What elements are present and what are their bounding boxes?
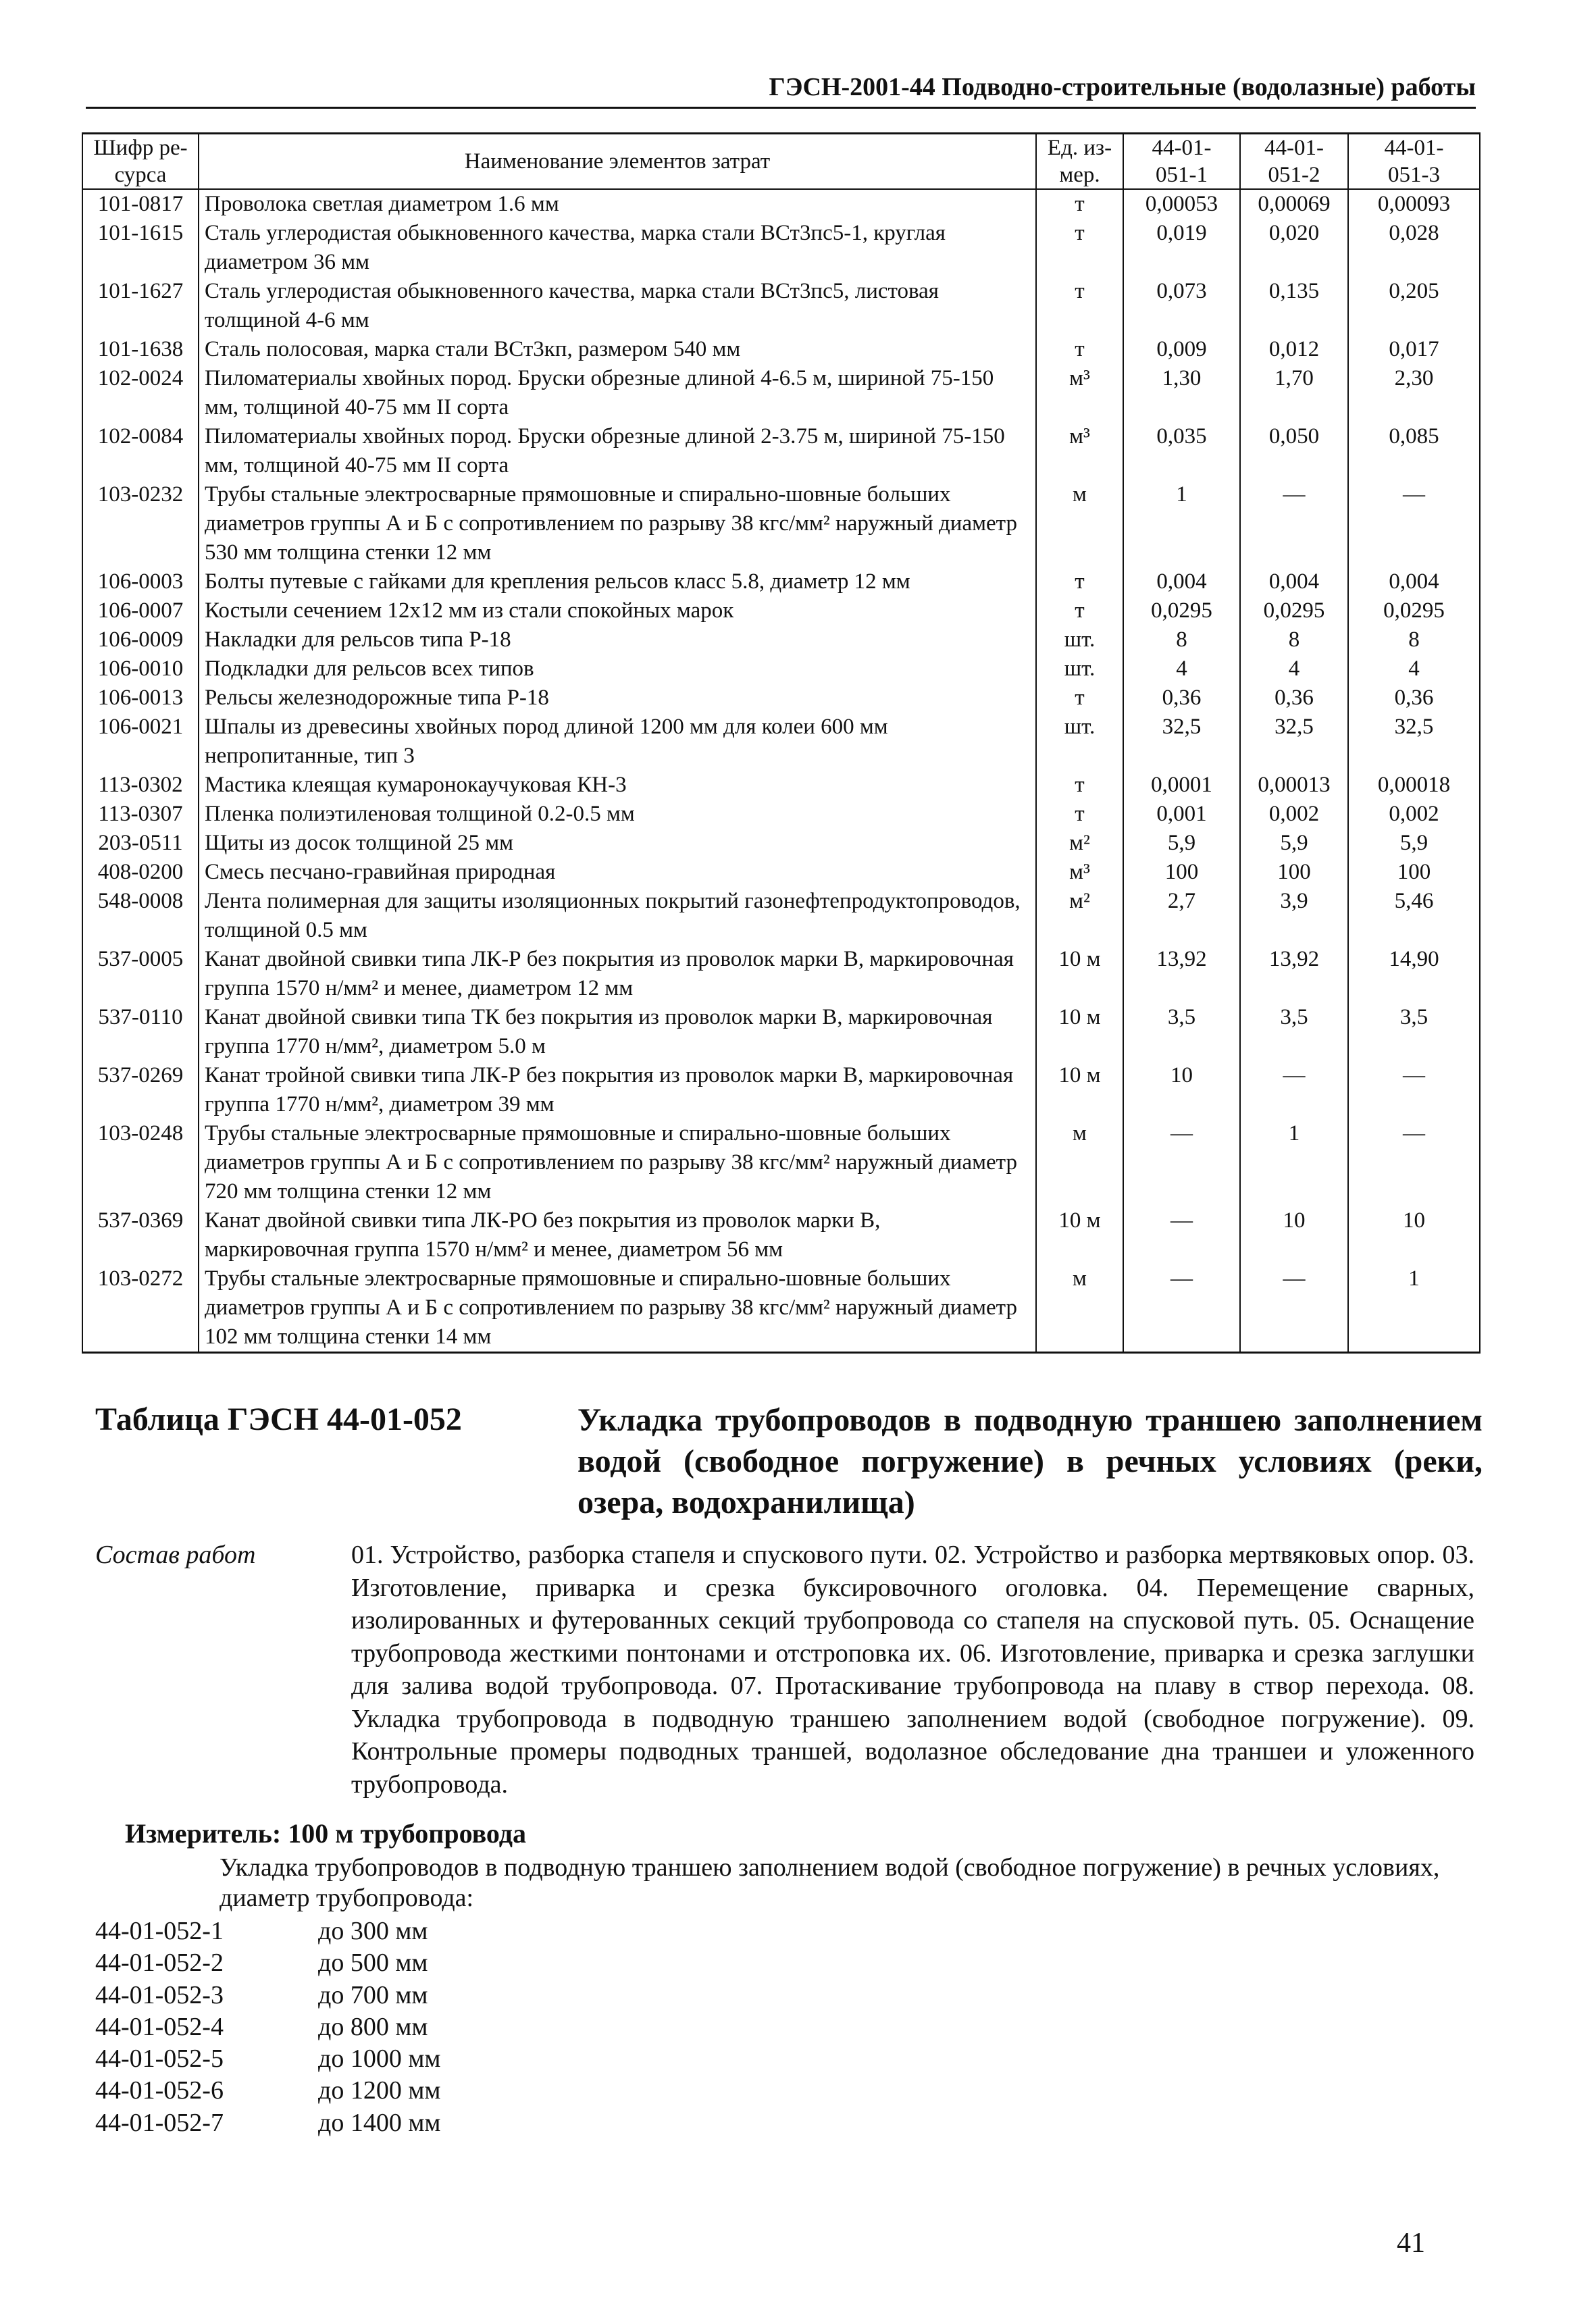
table-row: [82, 625, 1480, 654]
cell-name: Канат тройной свивки типа ЛК-Р без покрытия из проволок марки В, маркировочная группа 1770 н/мм², диаметром 39 мм: [199, 1061, 1036, 1119]
cell-051-3: 0,205: [1348, 277, 1480, 335]
cell-unit: м²: [1036, 887, 1123, 945]
cell-code: 106-0010: [82, 654, 199, 684]
cell-code: 113-0307: [82, 800, 199, 829]
norm-code: 44-01-052-6: [95, 2076, 224, 2105]
cell-name: Трубы стальные электросварные прямошовные и спирально-шовные больших диаметров группы А и Б с сопротивлением по разрыву 38 кгс/мм² наружный диаметр 720 мм толщина стенки 12 мм: [199, 1119, 1036, 1206]
cell-051-1: 0,001: [1123, 800, 1240, 829]
cell-051-1: 1,30: [1123, 364, 1240, 422]
table-row: [82, 771, 1480, 800]
cell-name: Трубы стальные электросварные прямошовные и спирально-шовные больших диаметров группы А и Б с сопротивлением по разрыву 38 кгс/мм² наружный диаметр 102 мм толщина стенки 14 мм: [199, 1264, 1036, 1353]
table-row: [82, 858, 1480, 887]
cell-code: 537-0369: [82, 1206, 199, 1264]
cell-unit: т: [1036, 189, 1123, 219]
cell-name: Шпалы из древесины хвойных пород длиной 1200 мм для колеи 600 мм непропитанные, тип 3: [199, 713, 1036, 771]
cell-unit: 10 м: [1036, 1003, 1123, 1061]
cell-name: Рельсы железнодорожные типа Р-18: [199, 684, 1036, 713]
cell-051-1: 32,5: [1123, 713, 1240, 771]
cell-051-2: 100: [1240, 858, 1348, 887]
cell-unit: м: [1036, 1119, 1123, 1206]
cell-051-2: 0,0295: [1240, 596, 1348, 625]
cell-unit: м³: [1036, 364, 1123, 422]
cell-051-2: —: [1240, 1061, 1348, 1119]
cell-051-2: 4: [1240, 654, 1348, 684]
header-title: ГЭСН-2001-44 Подводно-строительные (водолазные) работы: [769, 73, 1476, 101]
cell-051-2: 8: [1240, 625, 1348, 654]
cell-051-2: 0,00013: [1240, 771, 1348, 800]
cell-051-3: 2,30: [1348, 364, 1480, 422]
cell-051-3: 0,002: [1348, 800, 1480, 829]
measure-label: Измеритель: 100 м трубопровода: [125, 1818, 526, 1849]
cell-name: Подкладки для рельсов всех типов: [199, 654, 1036, 684]
table-row: [82, 335, 1480, 364]
cell-unit: м³: [1036, 858, 1123, 887]
cell-051-3: —: [1348, 1061, 1480, 1119]
table-row: [82, 1061, 1480, 1119]
cell-code: 106-0003: [82, 567, 199, 596]
table-row: [82, 189, 1480, 219]
cell-051-1: 0,00053: [1123, 189, 1240, 219]
cell-051-2: 0,36: [1240, 684, 1348, 713]
cell-code: 106-0021: [82, 713, 199, 771]
table-row: [82, 480, 1480, 567]
cell-code: 103-0248: [82, 1119, 199, 1206]
cell-051-3: 0,0295: [1348, 596, 1480, 625]
table-body: [82, 189, 1480, 1353]
cell-unit: м: [1036, 1264, 1123, 1353]
cell-name: Канат двойной свивки типа ТК без покрытия из проволок марки В, маркировочная группа 1770 н/мм², диаметром 5.0 м: [199, 1003, 1036, 1061]
cell-code: 101-1627: [82, 277, 199, 335]
table-row: [82, 1206, 1480, 1264]
cell-051-2: 0,00069: [1240, 189, 1348, 219]
cell-unit: шт.: [1036, 625, 1123, 654]
norm-code-description: до 1200 мм: [318, 2076, 441, 2105]
norm-code-description: до 1400 мм: [318, 2108, 441, 2137]
table-row: [82, 684, 1480, 713]
composition-text: 01. Устройство, разборка стапеля и спускового пути. 02. Устройство и разборка мертвяковых опор. 03. Изготовление, приварка и срезка буксировочного оголовка. 04. Перемещение сварных, изолированных и футерованных секций трубопровода со стапеля на спусковой путь. 05. Оснащение трубопровода жесткими понтонами и отстроповка их. 06. Изготовление, приварка и срезка заглушки для залива водой трубопровода. 07. Протаскивание трубопровода на плаву в створ перехода. 08. Укладка трубопровода в подводную траншею заполнением водой (свободное погружение). 09. Контрольные промеры подводных траншей, водолазное обследование дна траншеи и уложенного трубопровода.: [351, 1541, 1474, 1799]
cell-051-3: 0,00093: [1348, 189, 1480, 219]
table-row: [82, 1264, 1480, 1353]
norm-code: 44-01-052-2: [95, 1949, 224, 1978]
list-item: [95, 1916, 440, 1947]
cell-051-2: 3,9: [1240, 887, 1348, 945]
cell-code: 537-0269: [82, 1061, 199, 1119]
cell-unit: шт.: [1036, 654, 1123, 684]
cell-code: 102-0084: [82, 422, 199, 480]
col-header-051-3: 44-01- 051-3: [1348, 134, 1480, 190]
cell-051-1: 8: [1123, 625, 1240, 654]
cell-code: 408-0200: [82, 858, 199, 887]
cell-051-3: —: [1348, 480, 1480, 567]
cell-051-3: —: [1348, 1119, 1480, 1206]
cell-name: Проволока светлая диаметром 1.6 мм: [199, 189, 1036, 219]
list-item: [95, 1947, 440, 1979]
cell-name: Сталь углеродистая обыкновенного качества, марка стали ВСт3пс5, листовая толщиной 4-6 мм: [199, 277, 1036, 335]
cell-unit: т: [1036, 800, 1123, 829]
cell-051-2: 0,002: [1240, 800, 1348, 829]
cell-code: 203-0511: [82, 829, 199, 858]
cell-unit: т: [1036, 684, 1123, 713]
cell-051-1: 2,7: [1123, 887, 1240, 945]
cell-051-2: 1,70: [1240, 364, 1348, 422]
cell-051-2: 32,5: [1240, 713, 1348, 771]
cell-code: 106-0009: [82, 625, 199, 654]
cell-unit: шт.: [1036, 713, 1123, 771]
cell-unit: м³: [1036, 422, 1123, 480]
col-header-name: Наименование элементов затрат: [199, 134, 1036, 190]
cell-051-3: 14,90: [1348, 945, 1480, 1003]
cell-051-3: 0,028: [1348, 219, 1480, 277]
table-header-row: [82, 134, 1480, 190]
cell-051-3: 8: [1348, 625, 1480, 654]
list-item: [95, 1980, 440, 2011]
cell-name: Щиты из досок толщиной 25 мм: [199, 829, 1036, 858]
cell-unit: 10 м: [1036, 1061, 1123, 1119]
norm-code: 44-01-052-1: [95, 1917, 224, 1945]
cell-name: Пленка полиэтиленовая толщиной 0.2-0.5 мм: [199, 800, 1036, 829]
cell-051-3: 0,004: [1348, 567, 1480, 596]
cell-unit: т: [1036, 219, 1123, 277]
cell-051-1: 3,5: [1123, 1003, 1240, 1061]
cell-051-2: 0,020: [1240, 219, 1348, 277]
cell-code: 103-0272: [82, 1264, 199, 1353]
table-row: [82, 277, 1480, 335]
cell-code: 548-0008: [82, 887, 199, 945]
norm-code-description: до 1000 мм: [318, 2045, 441, 2074]
norm-code-description: до 800 мм: [318, 2012, 428, 2041]
cell-name: Костыли сечением 12x12 мм из стали спокойных марок: [199, 596, 1036, 625]
list-item: [95, 2011, 440, 2043]
cell-code: 106-0007: [82, 596, 199, 625]
cell-051-1: 5,9: [1123, 829, 1240, 858]
cell-code: 101-0817: [82, 189, 199, 219]
norm-code: 44-01-052-4: [95, 2012, 224, 2041]
cell-unit: 10 м: [1036, 945, 1123, 1003]
cell-name: Трубы стальные электросварные прямошовные и спирально-шовные больших диаметров группы А и Б с сопротивлением по разрыву 38 кгс/мм² наружный диаметр 530 мм толщина стенки 12 мм: [199, 480, 1036, 567]
cell-051-2: —: [1240, 1264, 1348, 1353]
cell-051-3: 0,017: [1348, 335, 1480, 364]
cell-051-2: 0,012: [1240, 335, 1348, 364]
cell-name: Накладки для рельсов типа Р-18: [199, 625, 1036, 654]
norm-code-description: до 700 мм: [318, 1980, 428, 2009]
norm-code: 44-01-052-7: [95, 2108, 224, 2137]
cell-051-1: 4: [1123, 654, 1240, 684]
cell-051-1: 0,019: [1123, 219, 1240, 277]
cell-unit: м²: [1036, 829, 1123, 858]
cell-name: Пиломатериалы хвойных пород. Бруски обрезные длиной 2-3.75 м, шириной 75-150 мм, толщиной 40-75 мм II сорта: [199, 422, 1036, 480]
col-header-051-1: 44-01- 051-1: [1123, 134, 1240, 190]
cell-name: Сталь полосовая, марка стали ВСт3кп, размером 540 мм: [199, 335, 1036, 364]
cell-051-1: 0,0001: [1123, 771, 1240, 800]
table-label: Таблица ГЭСН 44-01-052: [95, 1402, 462, 1437]
list-item: [95, 2075, 440, 2107]
cell-051-3: 4: [1348, 654, 1480, 684]
cell-unit: т: [1036, 567, 1123, 596]
norm-code-description: до 500 мм: [318, 1949, 428, 1978]
table-row: [82, 829, 1480, 858]
list-item: [95, 2107, 440, 2139]
cell-051-2: 10: [1240, 1206, 1348, 1264]
cell-code: 101-1638: [82, 335, 199, 364]
cell-051-1: 10: [1123, 1061, 1240, 1119]
cell-code: 101-1615: [82, 219, 199, 277]
cell-051-3: 10: [1348, 1206, 1480, 1264]
cell-name: Канат двойной свивки типа ЛК-РО без покрытия из проволок марки В, маркировочная группа 1570 н/мм² и менее, диаметром 56 мм: [199, 1206, 1036, 1264]
measure-description: Укладка трубопроводов в подводную траншею заполнением водой (свободное погружение) в речных условиях, диаметр трубопровода:: [220, 1853, 1440, 1912]
cell-051-1: —: [1123, 1264, 1240, 1353]
cell-name: Лента полимерная для защиты изоляционных покрытий газонефтепродуктопроводов, толщиной 0.5 мм: [199, 887, 1036, 945]
cell-051-2: 13,92: [1240, 945, 1348, 1003]
table-row: [82, 800, 1480, 829]
page-number: 41: [1397, 2228, 1425, 2259]
cell-051-2: —: [1240, 480, 1348, 567]
list-item: [95, 2043, 440, 2075]
cell-name: Болты путевые с гайками для крепления рельсов класс 5.8, диаметр 12 мм: [199, 567, 1036, 596]
cell-051-3: 0,085: [1348, 422, 1480, 480]
cell-051-3: 32,5: [1348, 713, 1480, 771]
cell-code: 102-0024: [82, 364, 199, 422]
cell-051-3: 5,9: [1348, 829, 1480, 858]
cell-unit: т: [1036, 771, 1123, 800]
table-row: [82, 713, 1480, 771]
cell-unit: т: [1036, 596, 1123, 625]
cell-051-1: 0,004: [1123, 567, 1240, 596]
table-row: [82, 1003, 1480, 1061]
cell-code: 103-0232: [82, 480, 199, 567]
running-header: [86, 70, 1476, 109]
cell-051-2: 0,004: [1240, 567, 1348, 596]
cell-051-1: 100: [1123, 858, 1240, 887]
cell-051-2: 3,5: [1240, 1003, 1348, 1061]
norm-codes-list: [95, 1916, 440, 2139]
table-row: [82, 945, 1480, 1003]
norm-code: 44-01-052-3: [95, 1980, 224, 2009]
table-row: [82, 596, 1480, 625]
cell-051-1: 0,0295: [1123, 596, 1240, 625]
cell-051-3: 0,36: [1348, 684, 1480, 713]
norm-code-description: до 300 мм: [318, 1917, 428, 1945]
norm-code: 44-01-052-5: [95, 2045, 224, 2074]
cell-051-1: 0,073: [1123, 277, 1240, 335]
cell-name: Смесь песчано-гравийная природная: [199, 858, 1036, 887]
cell-051-1: 0,36: [1123, 684, 1240, 713]
table-row: [82, 219, 1480, 277]
table-row: [82, 1119, 1480, 1206]
table-row: [82, 567, 1480, 596]
table-row: [82, 654, 1480, 684]
table-row: [82, 887, 1480, 945]
cell-051-3: 100: [1348, 858, 1480, 887]
table-title: Укладка трубопроводов в подводную траншею заполнением водой (свободное погружение) в речных условиях (реки, озера, водохранилища): [577, 1402, 1483, 1520]
cell-051-1: —: [1123, 1206, 1240, 1264]
cell-051-3: 1: [1348, 1264, 1480, 1353]
cell-code: 113-0302: [82, 771, 199, 800]
cell-051-1: 13,92: [1123, 945, 1240, 1003]
cell-051-3: 5,46: [1348, 887, 1480, 945]
cell-name: Канат двойной свивки типа ЛК-Р без покрытия из проволок марки В, маркировочная группа 1570 н/мм² и менее, диаметром 12 мм: [199, 945, 1036, 1003]
cell-051-2: 1: [1240, 1119, 1348, 1206]
cell-unit: т: [1036, 277, 1123, 335]
cell-051-3: 0,00018: [1348, 771, 1480, 800]
cell-051-2: 0,135: [1240, 277, 1348, 335]
table-row: [82, 422, 1480, 480]
table-row: [82, 364, 1480, 422]
cell-051-3: 3,5: [1348, 1003, 1480, 1061]
cell-code: 106-0013: [82, 684, 199, 713]
cell-051-1: 1: [1123, 480, 1240, 567]
cell-unit: т: [1036, 335, 1123, 364]
cell-051-1: 0,035: [1123, 422, 1240, 480]
col-header-unit: Ед. из- мер.: [1036, 134, 1123, 190]
cell-051-1: 0,009: [1123, 335, 1240, 364]
cell-051-2: 5,9: [1240, 829, 1348, 858]
resource-table: [82, 132, 1481, 1354]
cell-name: Пиломатериалы хвойных пород. Бруски обрезные длиной 4-6.5 м, шириной 75-150 мм, толщиной 40-75 мм II сорта: [199, 364, 1036, 422]
cell-name: Мастика клеящая кумаронокаучуковая КН-3: [199, 771, 1036, 800]
cell-unit: 10 м: [1036, 1206, 1123, 1264]
cell-code: 537-0005: [82, 945, 199, 1003]
cell-code: 537-0110: [82, 1003, 199, 1061]
cell-unit: м: [1036, 480, 1123, 567]
composition-label: Состав работ: [95, 1541, 256, 1569]
cell-name: Сталь углеродистая обыкновенного качества, марка стали ВСт3пс5-1, круглая диаметром 36 мм: [199, 219, 1036, 277]
col-header-code: Шифр ре- сурса: [82, 134, 199, 190]
col-header-051-2: 44-01- 051-2: [1240, 134, 1348, 190]
cell-051-1: —: [1123, 1119, 1240, 1206]
cell-051-2: 0,050: [1240, 422, 1348, 480]
